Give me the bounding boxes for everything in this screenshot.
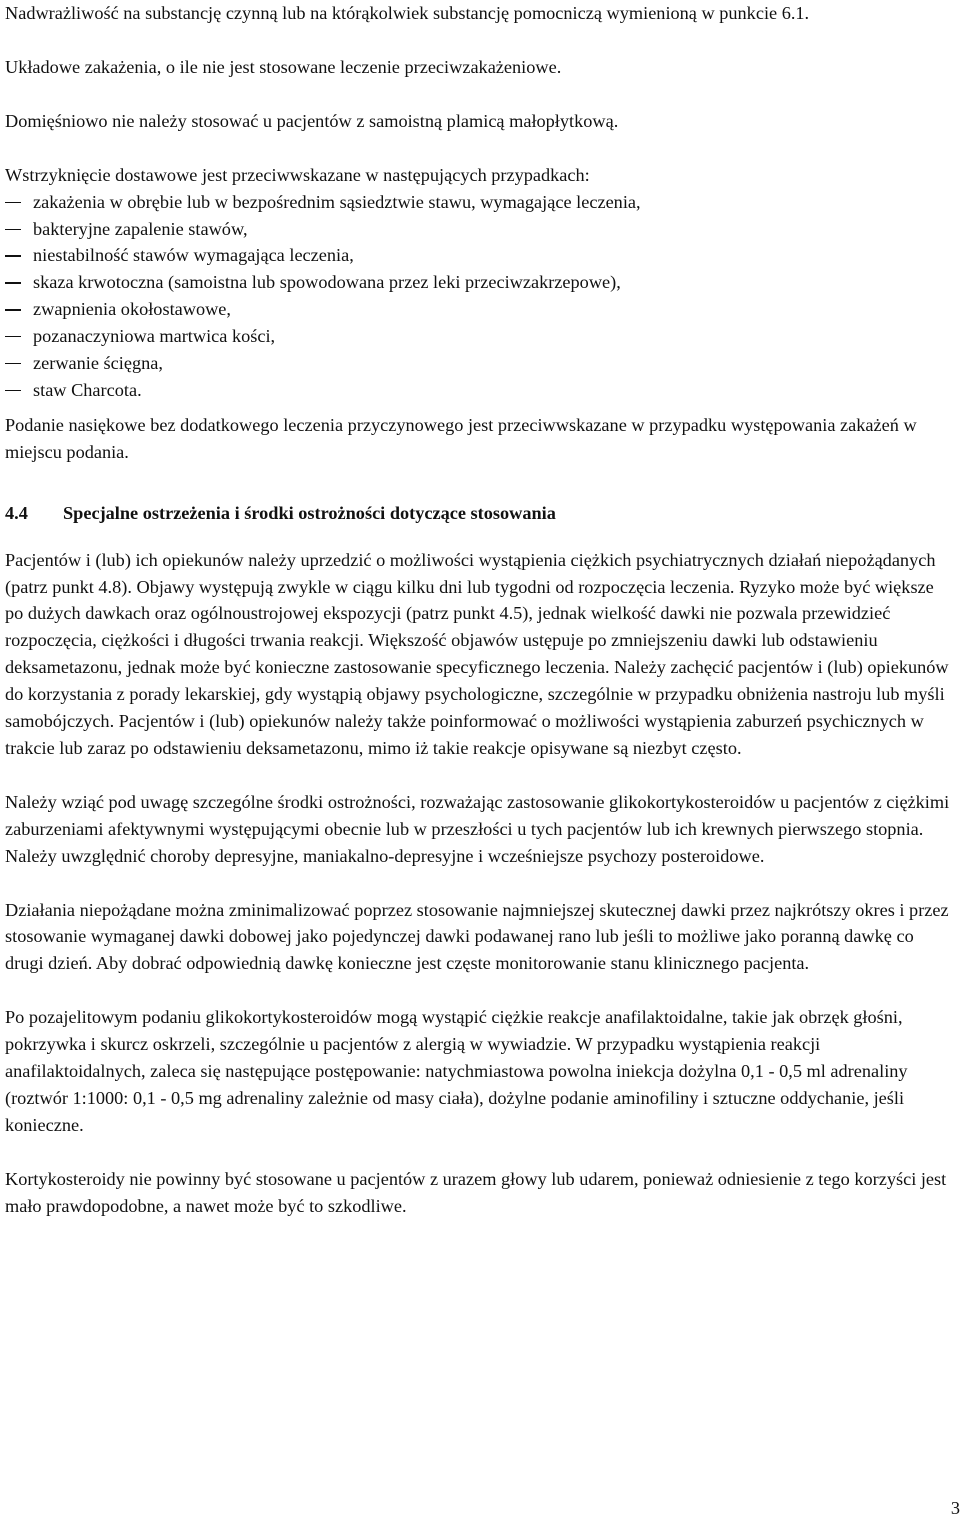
- document-page: [5, 0, 955, 1220]
- dash-bullet-icon: [5, 255, 21, 256]
- list-item: zerwanie ścięgna,: [5, 350, 955, 377]
- paragraph-systemic-infections: Układowe zakażenia, o ile nie jest stosowane leczenie przeciwzakażeniowe.: [5, 56, 562, 77]
- contraindication-list: [5, 189, 955, 404]
- dash-bullet-icon: [5, 390, 21, 391]
- paragraph-hypersensitivity: Nadwrażliwość na substancję czynną lub na którąkolwiek substancję pomocniczą wymienioną w punkcie 6.1.: [5, 3, 810, 23]
- dash-bullet-icon: [5, 363, 21, 364]
- page-number: 3: [950, 1498, 960, 1518]
- list-item: staw Charcota.: [5, 377, 955, 404]
- list-item: zakażenia w obrębie lub w bezpośrednim sąsiedztwie stawu, wymagające leczenia,: [5, 189, 955, 216]
- paragraph-psychiatric-warning: Pacjentów i (lub) ich opiekunów należy uprzedzić o możliwości wystąpienia ciężkich psychiatrycznych działań niepożądanych (patrz punkt 4.8). Objawy występują zwykle w ciągu kilku dni lub tygodni od rozpoczęcia leczenia. Ryzyko może być większe po dużych dawkach oraz ogólnoustrojowej ekspozycji (patrz punkt 4.5), jednak wielkość dawki nie pozwala przewidzieć rozpoczęcia, ciężkości i długości trwania reakcji. Większość objawów ustępuje po zmniejszeniu dawki lub odstawieniu deksametazonu, jednak może być konieczne zastosowanie specyficznego leczenia. Należy zachęcić pacjentów i (lub) opiekunów do korzystania z porady lekarskiej, gdy wystąpią objawy psychologiczne, szczególnie w przypadku obniżenia nastroju lub myśli samobójczych. Pacjentów i (lub) opiekunów należy także poinformować o możliwości wystąpienia zaburzeń psychicznych w trakcie lub zaraz po odstawieniu deksametazonu, mimo iż takie reakcje opisywane są niezbyt często.: [5, 549, 949, 758]
- paragraph-head-injury: Kortykosteroidy nie powinny być stosowane u pacjentów z urazem głowy lub udarem, ponieważ odniesienie z tego korzyści jest mało prawdopodobne, a nawet może być to szkodliwe.: [5, 1168, 947, 1216]
- dash-bullet-icon: [5, 202, 21, 203]
- paragraph-minimize-adverse-effects: Działania niepożądane można zminimalizować poprzez stosowanie najmniejszej skutecznej dawki przez najkrótszy okres i przez stosowanie wymaganej dawki dobowej jako pojedynczej dawki podawanej rano lub jeśli to możliwe jako poranną dawkę co drugi dzień. Aby dobrać odpowiednią dawkę konieczne jest częste monitorowanie stanu klinicznego pacjenta.: [5, 899, 949, 974]
- intra-articular-intro: Wstrzyknięcie dostawowe jest przeciwwskazane w następujących przypadkach:: [5, 164, 590, 185]
- list-item: zwapnienia okołostawowe,: [5, 296, 955, 323]
- list-item: skaza krwotoczna (samoistna lub spowodowana przez leki przeciwzakrzepowe),: [5, 269, 955, 296]
- list-item: bakteryjne zapalenie stawów,: [5, 216, 955, 243]
- section-number: 4.4: [5, 502, 28, 523]
- section-heading: [5, 500, 955, 527]
- dash-bullet-icon: [5, 336, 21, 337]
- dash-bullet-icon: [5, 282, 21, 283]
- paragraph-affective-disorders: Należy wziąć pod uwagę szczególne środki ostrożności, rozważając zastosowanie glikokortykosteroidów u pacjentów z ciężkimi zaburzeniami afektywnymi występującymi obecnie lub w przeszłości u tych pacjentów lub ich krewnych pierwszego stopnia. Należy uwzględnić choroby depresyjne, maniakalno-depresyjne i wcześniejsze psychozy posteroidowe.: [5, 791, 950, 866]
- paragraph-anaphylactoid-reactions: Po pozajelitowym podaniu glikokortykosteroidów mogą wystąpić ciężkie reakcje anafilaktoidalne, takie jak obrzęk głośni, pokrzywka i skurcz oskrzeli, szczególnie u pacjentów z alergią w wywiadzie. W przypadku wystąpienia reakcji anafilaktoidalnych, zaleca się następujące postępowanie: natychmiastowa powolna iniekcja dożylna 0,1 - 0,5 ml adrenaliny (roztwór 1:1000: 0,1 - 0,5 mg adrenaliny zależnie od masy ciała), dożylne podanie aminofiliny i sztuczne oddychanie, jeśli konieczne.: [5, 1007, 908, 1135]
- dash-bullet-icon: [5, 229, 21, 230]
- dash-bullet-icon: [5, 309, 21, 310]
- section-title: Specjalne ostrzeżenia i środki ostrożności dotyczące stosowania: [63, 502, 556, 523]
- paragraph-intralesional: Podanie nasiękowe bez dodatkowego leczenia przyczynowego jest przeciwwskazane w przypadku występowania zakażeń w miejscu podania.: [5, 414, 917, 462]
- paragraph-intramuscular: Domięśniowo nie należy stosować u pacjentów z samoistną plamicą małopłytkową.: [5, 110, 619, 131]
- list-item: pozanaczyniowa martwica kości,: [5, 323, 955, 350]
- list-item: niestabilność stawów wymagająca leczenia,: [5, 242, 955, 269]
